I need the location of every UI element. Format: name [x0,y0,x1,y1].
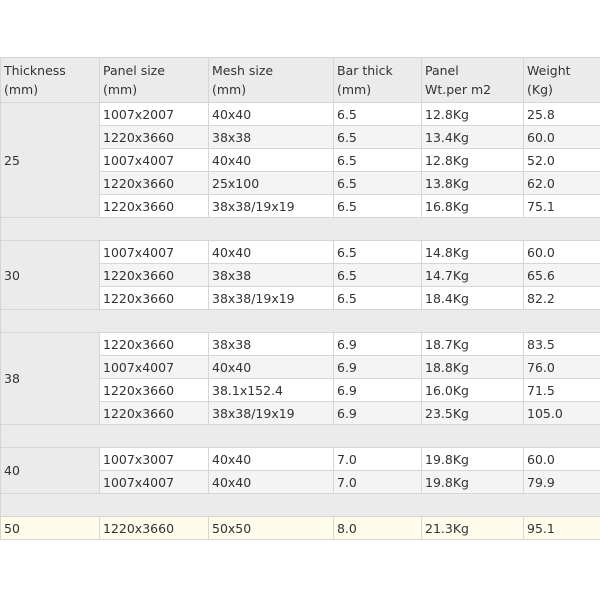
panel-weight-cell: 18.7Kg [422,333,524,356]
mesh-size-cell: 25x100 [209,172,334,195]
weight-cell: 62.0 [524,172,600,195]
panel-size-cell: 1220x3660 [100,517,209,540]
header-panel-size: Panel size (mm) [100,58,209,103]
panel-size-cell: 1220x3660 [100,264,209,287]
panel-weight-cell: 13.4Kg [422,126,524,149]
panel-weight-cell: 12.8Kg [422,103,524,126]
header-thickness: Thickness (mm) [1,58,100,103]
panel-weight-cell: 12.8Kg [422,149,524,172]
bar-thick-cell: 6.9 [334,402,422,425]
table-row [1,333,600,356]
weight-cell: 83.5 [524,333,600,356]
separator-cell [1,494,600,517]
panel-weight-cell: 19.8Kg [422,471,524,494]
separator-cell [1,425,600,448]
thickness-cell: 50 [1,517,100,540]
mesh-size-cell: 38x38/19x19 [209,402,334,425]
weight-cell: 82.2 [524,287,600,310]
panel-weight-cell: 16.8Kg [422,195,524,218]
thickness-cell: 38 [1,333,100,425]
table-row [1,448,600,471]
weight-cell: 60.0 [524,448,600,471]
mesh-size-cell: 38x38/19x19 [209,195,334,218]
bar-thick-cell: 6.9 [334,333,422,356]
mesh-size-cell: 38x38/19x19 [209,287,334,310]
group-separator-row [1,218,600,241]
panel-weight-cell: 13.8Kg [422,172,524,195]
bar-thick-cell: 6.5 [334,264,422,287]
bar-thick-cell: 6.5 [334,149,422,172]
weight-cell: 25.8 [524,103,600,126]
panel-weight-cell: 23.5Kg [422,402,524,425]
panel-size-cell: 1007x4007 [100,149,209,172]
weight-cell: 60.0 [524,241,600,264]
table-row [1,103,600,126]
panel-size-cell: 1220x3660 [100,379,209,402]
mesh-size-cell: 40x40 [209,356,334,379]
panel-weight-cell: 18.4Kg [422,287,524,310]
panel-weight-cell: 21.3Kg [422,517,524,540]
bar-thick-cell: 7.0 [334,471,422,494]
weight-cell: 95.1 [524,517,600,540]
bar-thick-cell: 6.5 [334,126,422,149]
separator-cell [1,218,600,241]
weight-cell: 79.9 [524,471,600,494]
mesh-size-cell: 50x50 [209,517,334,540]
mesh-size-cell: 40x40 [209,103,334,126]
panel-weight-cell: 16.0Kg [422,379,524,402]
panel-size-cell: 1007x4007 [100,356,209,379]
panel-size-cell: 1220x3660 [100,333,209,356]
weight-cell: 52.0 [524,149,600,172]
header-mesh-size: Mesh size (mm) [209,58,334,103]
group-separator-row [1,425,600,448]
mesh-size-cell: 38x38 [209,333,334,356]
bar-thick-cell: 6.5 [334,241,422,264]
group-separator-row [1,310,600,333]
mesh-size-cell: 38x38 [209,264,334,287]
header-row [1,58,600,103]
bar-thick-cell: 6.5 [334,103,422,126]
bar-thick-cell: 6.9 [334,379,422,402]
header-panel-weight: Panel Wt.per m2 [422,58,524,103]
table-row [1,241,600,264]
panel-size-cell: 1007x2007 [100,103,209,126]
bar-thick-cell: 6.5 [334,172,422,195]
mesh-size-cell: 40x40 [209,149,334,172]
mesh-size-cell: 38.1x152.4 [209,379,334,402]
panel-size-cell: 1007x3007 [100,448,209,471]
thickness-cell: 25 [1,103,100,218]
bar-thick-cell: 6.9 [334,356,422,379]
separator-cell [1,310,600,333]
bar-thick-cell: 7.0 [334,448,422,471]
mesh-size-cell: 40x40 [209,241,334,264]
weight-cell: 105.0 [524,402,600,425]
weight-cell: 76.0 [524,356,600,379]
panel-size-cell: 1007x4007 [100,471,209,494]
header-bar-thick: Bar thick (mm) [334,58,422,103]
panel-weight-cell: 18.8Kg [422,356,524,379]
table-row [1,517,600,540]
weight-cell: 60.0 [524,126,600,149]
header-weight: Weight (Kg) [524,58,600,103]
panel-size-cell: 1007x4007 [100,241,209,264]
mesh-size-cell: 40x40 [209,471,334,494]
weight-cell: 65.6 [524,264,600,287]
panel-weight-cell: 14.7Kg [422,264,524,287]
bar-thick-cell: 6.5 [334,195,422,218]
bar-thick-cell: 6.5 [334,287,422,310]
panel-size-cell: 1220x3660 [100,195,209,218]
weight-cell: 75.1 [524,195,600,218]
mesh-size-cell: 38x38 [209,126,334,149]
group-separator-row [1,494,600,517]
thickness-cell: 30 [1,241,100,310]
specification-table [0,57,600,540]
bar-thick-cell: 8.0 [334,517,422,540]
weight-cell: 71.5 [524,379,600,402]
thickness-cell: 40 [1,448,100,494]
panel-size-cell: 1220x3660 [100,287,209,310]
panel-size-cell: 1220x3660 [100,126,209,149]
panel-weight-cell: 14.8Kg [422,241,524,264]
panel-size-cell: 1220x3660 [100,402,209,425]
panel-size-cell: 1220x3660 [100,172,209,195]
panel-weight-cell: 19.8Kg [422,448,524,471]
mesh-size-cell: 40x40 [209,448,334,471]
